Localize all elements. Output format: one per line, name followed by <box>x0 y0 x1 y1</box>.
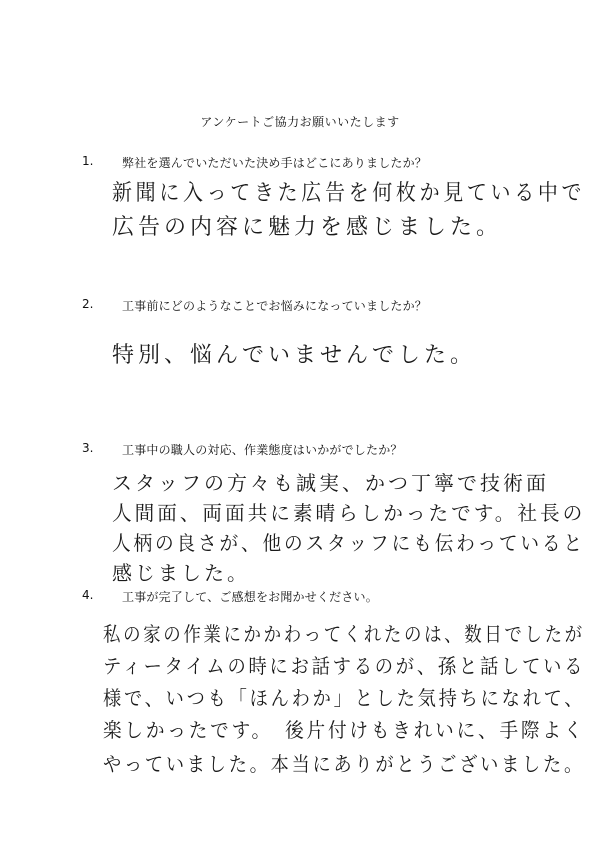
question-1-number: 1. <box>82 154 94 168</box>
answer-3-line-4: 感じました。 <box>112 561 250 585</box>
answer-2-line-1: 特別、悩んでいませんでした。 <box>112 343 477 368</box>
answer-4-line-3: 様で、いつも「ほんわか」とした気持ちになれて、 <box>103 686 586 710</box>
answer-4-line-4: 楽しかったです。 後片付けもきれいに、手際よく <box>103 718 586 742</box>
answer-3-line-2: 人間面、両面共に素晴らしかったです。社長の <box>112 501 586 525</box>
answer-3-line-1: スタッフの方々も誠実、かつ丁寧で技術面 <box>112 471 549 495</box>
question-4-text: 工事が完了して、ご感想をお聞かせください。 <box>122 590 378 604</box>
question-1-text: 弊社を選んでいただいた決め手はどこにありましたか？ <box>122 156 428 170</box>
answer-4-line-5: やっていました。本当にありがとうございました。 <box>103 752 585 776</box>
survey-title: アンケートご協力お願いいたします <box>200 115 400 129</box>
question-3-number: 3. <box>82 441 94 455</box>
question-4-number: 4. <box>82 588 94 602</box>
answer-4-line-1: 私の家の作業にかかわってくれたのは、数日でしたが <box>103 622 585 646</box>
question-3-text: 工事中の職人の対応、作業態度はいかがでしたか？ <box>122 443 403 457</box>
answer-4-line-2: ティータイムの時にお話するのが、孫と話している <box>103 654 586 678</box>
question-2-text: 工事前にどのようなことでお悩みになっていましたか？ <box>122 299 428 313</box>
answer-1-line-2: 広告の内容に魅力を感じました。 <box>112 215 503 240</box>
answer-3-line-3: 人柄の良さが、他のスタッフにも伝わっていると <box>112 531 585 555</box>
answer-1-line-1: 新聞に入ってきた広告を何枚か見ている中で <box>112 181 586 206</box>
question-2-number: 2. <box>82 297 94 311</box>
